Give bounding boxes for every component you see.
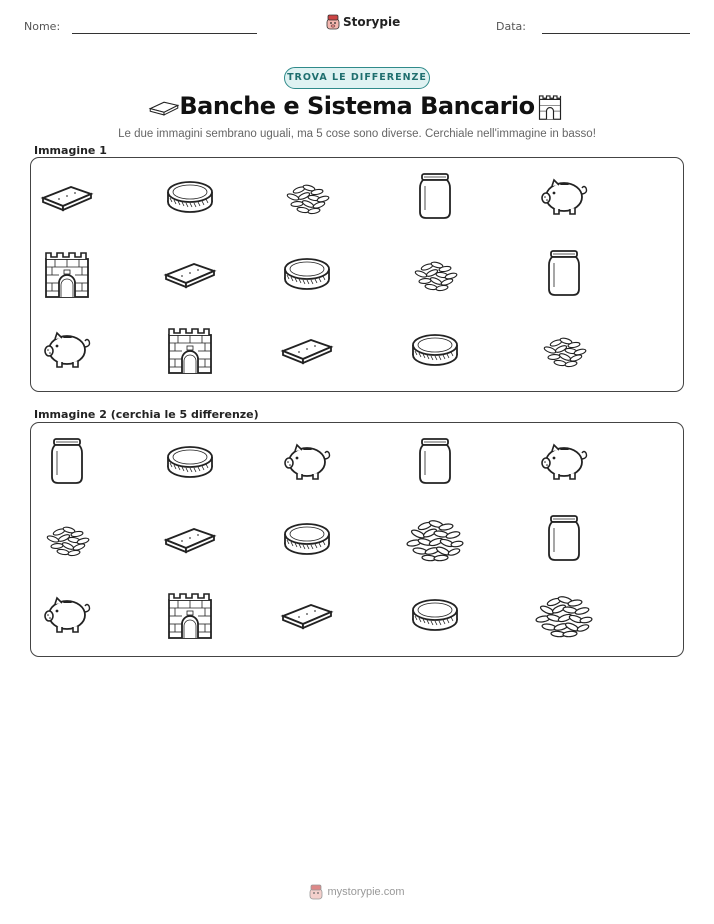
seeds-large-icon[interactable] bbox=[405, 514, 465, 564]
panel-1-label: Immagine 1 bbox=[34, 144, 107, 157]
panel-2-label: Immagine 2 (cerchia le 5 differenze) bbox=[34, 408, 259, 421]
activity-badge: TROVA LE DIFFERENZE bbox=[284, 67, 430, 89]
image-1-panel bbox=[30, 157, 684, 392]
jar-icon[interactable] bbox=[37, 437, 97, 487]
coin-icon[interactable] bbox=[405, 590, 465, 640]
gold-bar-icon[interactable] bbox=[160, 249, 220, 299]
brand-logo bbox=[326, 14, 400, 30]
coin-icon[interactable] bbox=[160, 437, 220, 487]
name-line bbox=[72, 33, 257, 34]
image-2-panel bbox=[30, 422, 684, 657]
bank-building-icon[interactable] bbox=[37, 249, 97, 299]
coin-icon[interactable] bbox=[277, 249, 337, 299]
instructions: Le due immagini sembrano uguali, ma 5 cose sono diverse. Cerchiale nell'immagine in basso! bbox=[118, 128, 596, 140]
jar-icon[interactable] bbox=[534, 514, 594, 564]
coin-icon[interactable] bbox=[277, 514, 337, 564]
brand-name: Storypie bbox=[343, 15, 401, 29]
coin-icon[interactable] bbox=[405, 325, 465, 375]
gold-bar-icon[interactable] bbox=[160, 514, 220, 564]
gold-bar-icon[interactable] bbox=[37, 172, 97, 222]
seeds-large-icon[interactable] bbox=[534, 590, 594, 640]
footer-url: mystorypie.com bbox=[327, 886, 405, 898]
bank-building-icon bbox=[536, 92, 564, 126]
pig-mascot-icon bbox=[326, 14, 340, 30]
piggy-bank-icon[interactable] bbox=[37, 325, 97, 375]
date-label: Data: bbox=[496, 20, 526, 33]
gold-bar-icon[interactable] bbox=[277, 590, 337, 640]
piggy-bank-icon[interactable] bbox=[534, 172, 594, 222]
name-label: Nome: bbox=[24, 20, 61, 33]
piggy-bank-icon[interactable] bbox=[37, 590, 97, 640]
coin-icon[interactable] bbox=[160, 172, 220, 222]
page-title: Banche e Sistema Bancario bbox=[179, 92, 535, 120]
jar-icon[interactable] bbox=[405, 437, 465, 487]
bank-building-icon[interactable] bbox=[160, 325, 220, 375]
seeds-icon[interactable] bbox=[277, 172, 337, 222]
pig-mascot-icon bbox=[309, 884, 323, 900]
piggy-bank-icon[interactable] bbox=[534, 437, 594, 487]
bank-building-icon[interactable] bbox=[160, 590, 220, 640]
footer bbox=[0, 884, 714, 900]
date-line bbox=[542, 33, 690, 34]
title-row bbox=[0, 92, 714, 124]
seeds-icon[interactable] bbox=[37, 514, 97, 564]
jar-icon[interactable] bbox=[534, 249, 594, 299]
seeds-icon[interactable] bbox=[534, 325, 594, 375]
jar-icon[interactable] bbox=[405, 172, 465, 222]
piggy-bank-icon[interactable] bbox=[277, 437, 337, 487]
gold-bar-icon[interactable] bbox=[277, 325, 337, 375]
seeds-icon[interactable] bbox=[405, 249, 465, 299]
